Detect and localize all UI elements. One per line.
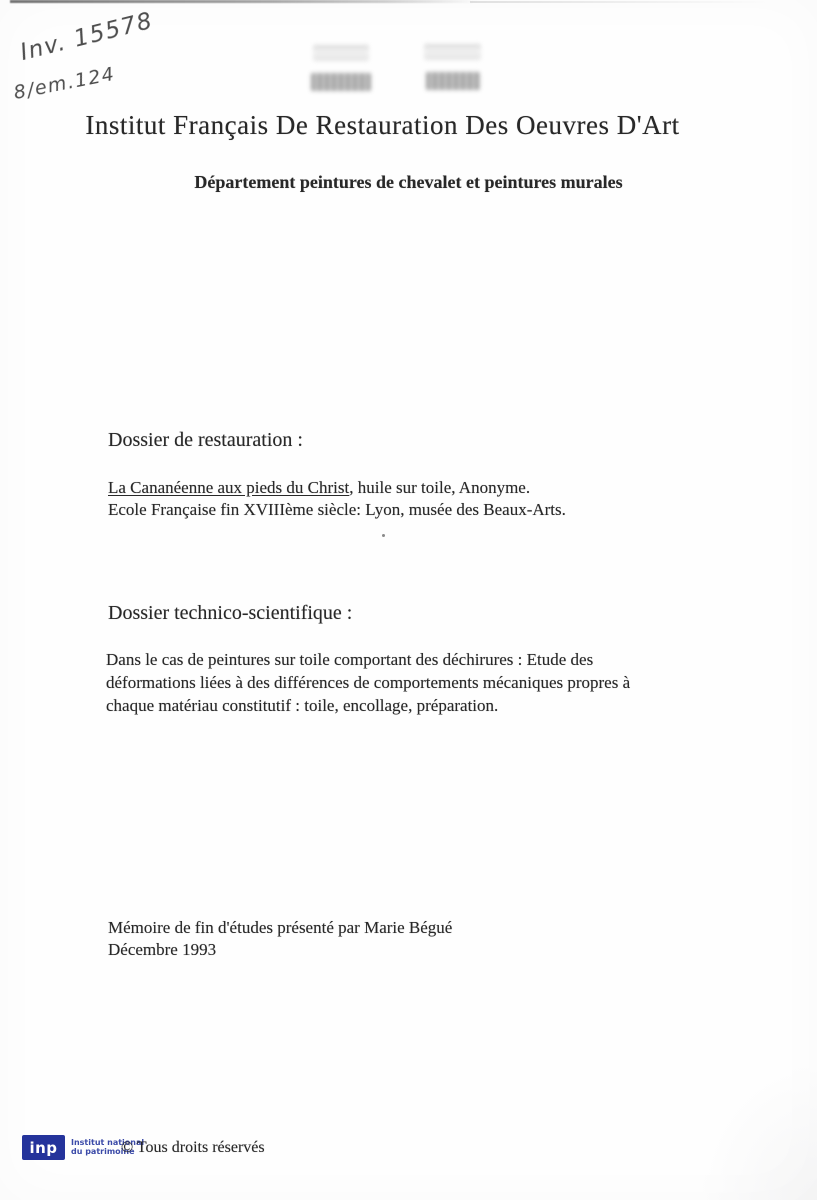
restoration-section-heading: Dossier de restauration :	[108, 429, 303, 451]
technical-section-body: Dans le cas de peintures sur toile comportant des déchirures : Etude des déformations liées à des différences de comportements mécaniques propres à chaque matériau constitutif : toile, encollage, préparation.	[106, 650, 631, 715]
copyright-notice: © Tous droits réservés	[121, 1139, 265, 1156]
department-subtitle: Département peintures de chevalet et peintures murales	[194, 172, 623, 192]
artwork-title: La Cananéenne aux pieds du Christ	[108, 478, 350, 497]
handwritten-inventory-number: Inv. 15578	[17, 7, 156, 67]
date-line: Décembre 1993	[108, 940, 217, 959]
inp-caption-line2: du patrimoine	[71, 1147, 135, 1156]
blurred-stamp	[426, 72, 480, 90]
scan-edge-artifact	[10, 0, 480, 3]
handwritten-reference-number: 8/em.124	[11, 62, 118, 104]
blurred-stamp	[424, 44, 481, 60]
institute-title: Institut Français De Restauration Des Oeuvres D'Art	[85, 110, 680, 140]
inp-logo-text: inp	[29, 1138, 58, 1157]
author-line: Mémoire de fin d'études présenté par Marie Bégué	[108, 918, 453, 937]
technical-section-heading: Dossier technico-scientifique :	[108, 602, 353, 624]
blurred-stamp	[313, 45, 369, 61]
corner-shading-artifact	[697, 1060, 817, 1200]
inp-caption-line1: Institut national	[71, 1138, 145, 1147]
restoration-section-body	[108, 477, 668, 521]
artwork-details: , huile sur toile, Anonyme.	[349, 478, 531, 497]
scan-edge-artifact-faint	[470, 1, 770, 3]
blurred-stamp	[311, 73, 371, 91]
ink-dot-artifact	[382, 534, 385, 537]
signature-block	[108, 917, 608, 961]
artwork-provenance: Ecole Française fin XVIIIème siècle: Lyon, musée des Beaux-Arts.	[108, 500, 566, 519]
inp-logo	[22, 1135, 65, 1160]
